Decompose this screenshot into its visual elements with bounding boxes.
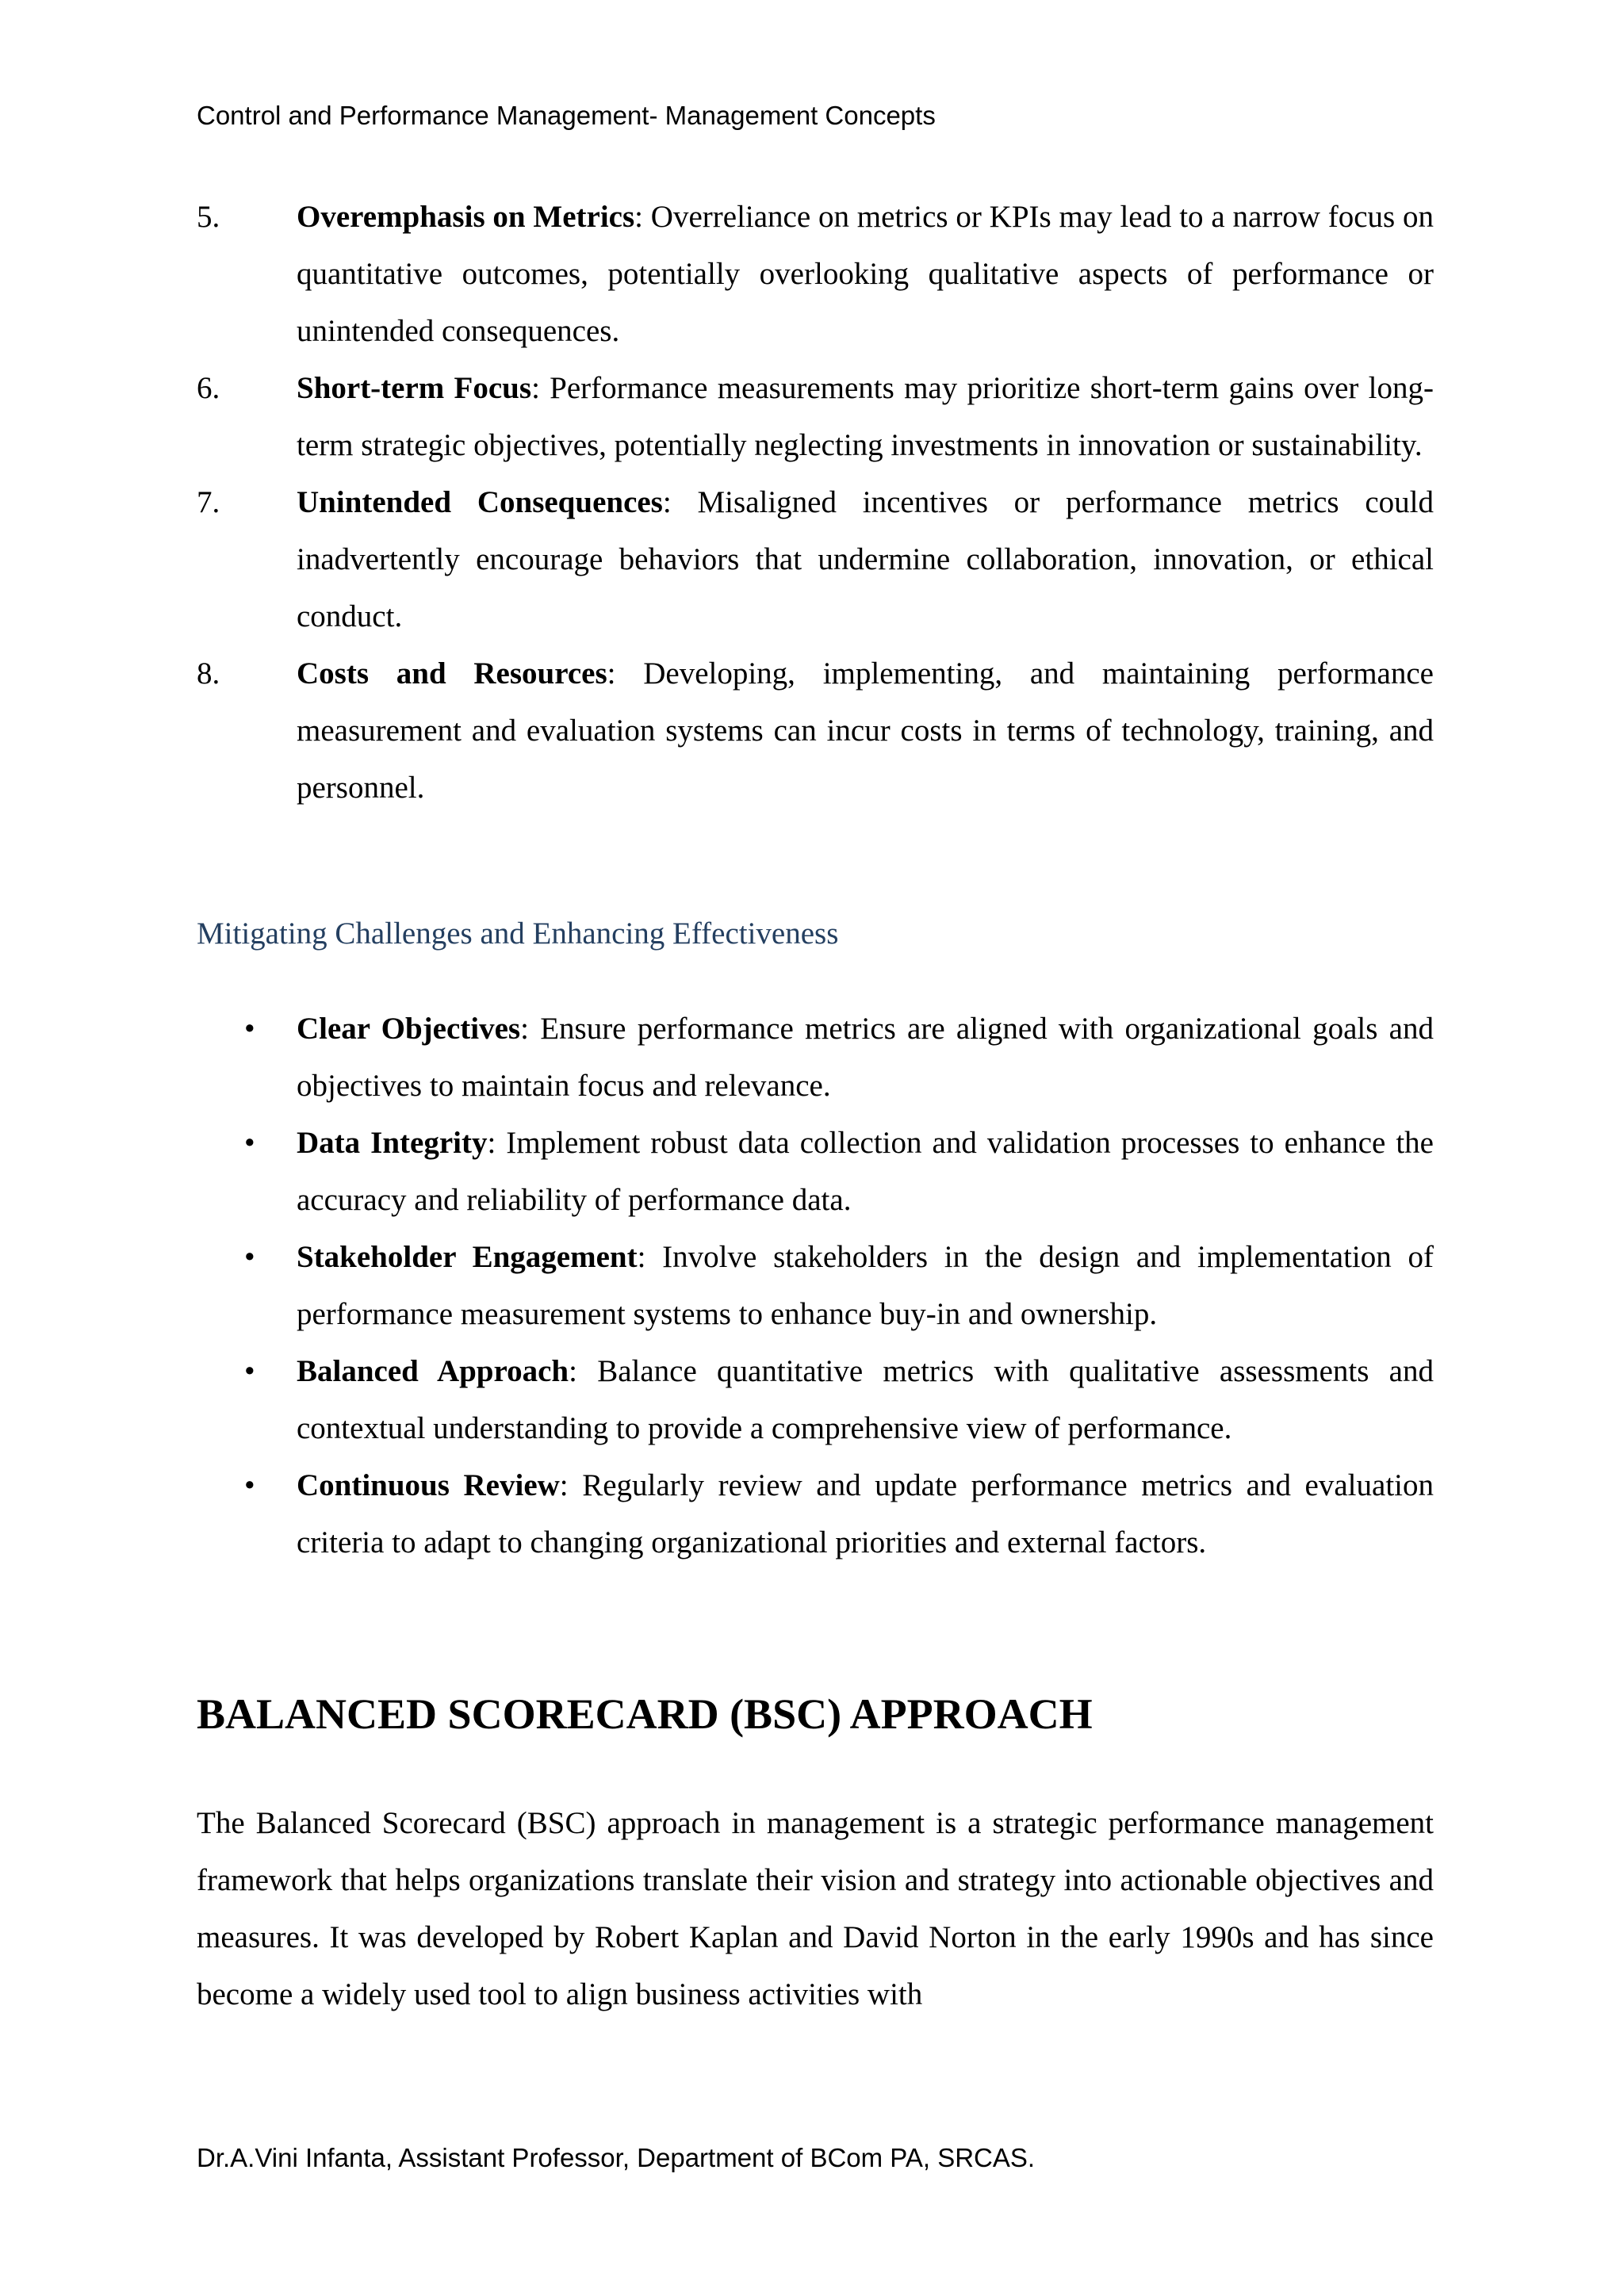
list-item [197, 189, 1434, 360]
list-item [197, 474, 1434, 645]
list-item-term: Short-term Focus [297, 371, 532, 405]
list-item [197, 1001, 1434, 1115]
list-item-text: : Regularly review and update performance metrics and evaluation criteria to adapt to changing organizational priorities and external factors. [297, 1468, 1434, 1559]
list-item [197, 1115, 1434, 1229]
bullet-icon: • [244, 1354, 255, 1388]
list-item [197, 1457, 1434, 1571]
list-item-text: : Implement robust data collection and validation processes to enhance the accuracy and reliability of performance data. [297, 1126, 1434, 1217]
mitigation-list [197, 1001, 1434, 1571]
page-header: Control and Performance Management- Management Concepts [197, 101, 936, 130]
list-number: 8. [197, 656, 220, 691]
list-item-term: Unintended Consequences [297, 485, 663, 519]
list-item [197, 360, 1434, 474]
bullet-icon: • [244, 1012, 255, 1046]
page-footer: Dr.A.Vini Infanta, Assistant Professor, Department of BCom PA, SRCAS. [197, 2143, 1036, 2172]
list-item-term: Clear Objectives [297, 1012, 521, 1046]
list-item-text: : Balance quantitative metrics with qualitative assessments and contextual understanding to provide a comprehensive view of performance. [297, 1354, 1434, 1445]
list-item-term: Balanced Approach [297, 1354, 569, 1388]
list-item-text: : Involve stakeholders in the design and implementation of performance measurement systems to enhance buy-in and ownership. [297, 1240, 1434, 1331]
list-item-term: Costs and Resources [297, 656, 607, 691]
list-item-text: : Performance measurements may prioritize short-term gains over long-term strategic objectives, potentially neglecting investments in innovation or sustainability. [297, 371, 1434, 462]
list-item-text: : Overreliance on metrics or KPIs may lead to a narrow focus on quantitative outcomes, potentially overlooking qualitative aspects of performance or unintended consequences. [297, 200, 1434, 348]
bullet-icon: • [244, 1240, 255, 1274]
list-item-text: : Developing, implementing, and maintaining performance measurement and evaluation systems can incur costs in terms of technology, training, and personnel. [297, 656, 1434, 805]
challenges-list [197, 189, 1434, 817]
list-number: 7. [197, 485, 220, 519]
list-item-text: : Misaligned incentives or performance metrics could inadvertently encourage behaviors that undermine collaboration, innovation, or ethical conduct. [297, 485, 1434, 633]
list-item [197, 1229, 1434, 1343]
list-item-term: Overemphasis on Metrics [297, 200, 635, 234]
list-item-term: Stakeholder Engagement [297, 1240, 638, 1274]
list-item-term: Continuous Review [297, 1468, 560, 1502]
section-subheading: Mitigating Challenges and Enhancing Effectiveness [197, 916, 839, 951]
list-item [197, 645, 1434, 817]
body-paragraph: The Balanced Scorecard (BSC) approach in management is a strategic performance management framework that helps organizations translate their vision and strategy into actionable objectives and measures. It was developed by Robert Kaplan and David Norton in the early 1990s and has since become a widely used tool to align business activities with [197, 1806, 1434, 2011]
list-item [197, 1343, 1434, 1457]
section-heading: BALANCED SCORECARD (BSC) APPROACH [197, 1690, 1093, 1738]
list-item-term: Data Integrity [297, 1126, 488, 1160]
list-item-text: : Ensure performance metrics are aligned with organizational goals and objectives to maintain focus and relevance. [297, 1012, 1434, 1103]
bullet-icon: • [244, 1468, 255, 1502]
list-number: 6. [197, 371, 220, 405]
bullet-icon: • [244, 1126, 255, 1160]
list-number: 5. [197, 200, 220, 234]
